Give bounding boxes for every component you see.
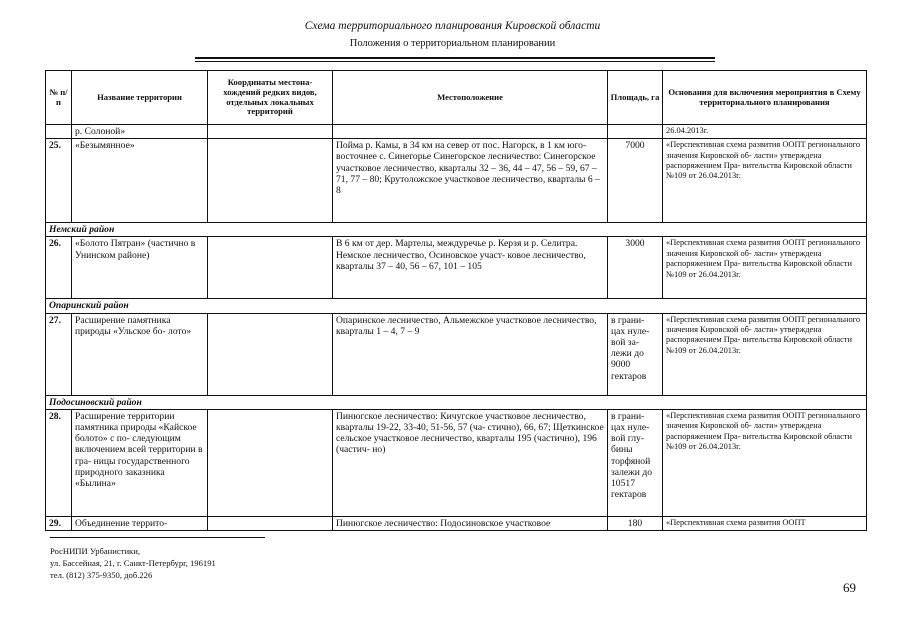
page-header-subtitle: Положения о территориальном планировании [349,38,556,49]
district-name: Подосиновский район [46,395,867,409]
row-number: 28. [46,409,72,516]
footer-block [50,545,216,581]
row-area: 7000 [608,139,663,223]
col-header-name: Название территории [72,71,208,125]
row-coordinates [208,313,333,395]
row-number: 29. [46,516,72,530]
row-area: в грани- цах нуле- вой за- лежи до 9000 гектаров [608,313,663,395]
footer-org: РосНИПИ Урбанистики, [50,546,140,556]
row-location [333,125,608,139]
row-basis: «Перспективная схема развития ООПТ регионального значения Кировской об- ласти» утверждена распоряжением Пра- вительства Кировской области №109 от 26.04.2013г. [663,409,867,516]
district-row [46,395,867,409]
footer-rule [50,537,265,538]
table-row [46,313,867,395]
row-area: 180 [608,516,663,530]
row-area: 3000 [608,237,663,299]
row-name: Расширение территории памятника природы «Кайское болото» с по- следующим включением всей территории в гра- ницы государственного природного заказника «Былина» [72,409,208,516]
row-number: 26. [46,237,72,299]
row-coordinates [208,409,333,516]
row-coordinates [208,516,333,530]
table-row [46,516,867,530]
row-name: «Болото Пятран» (частично в Унинском районе) [72,237,208,299]
row-name: р. Солоной» [72,125,208,139]
row-location: Пойма р. Камы, в 34 км на север от пос. Нагорск, в 1 км юго-восточнее с. Синегорье Синегорское лесничество: Синегорское участковое лесничество, кварталы 32 – 36, 44 – 47, 56 – 59, 67 – 71, 77 – 80; Крутоложское участковое лесничество, кварталы 6 – 8 [333,139,608,223]
page-number: 69 [843,580,856,595]
row-location: В 6 км от дер. Мартелы, междуречье р. Керзя и р. Селитра. Немское лесничество, Осиновское участ- ковое лесничество, кварталы 37 – 40, 56 – 67, 101 – 105 [333,237,608,299]
row-location: Опаринское лесничество, Альмежское участковое лесничество, кварталы 1 – 4, 7 – 9 [333,313,608,395]
row-number [46,125,72,139]
header-rule-thin [195,61,715,62]
footer-phone: тел. (812) 375-9350, доб.226 [50,570,153,580]
row-name: Расширение памятника природы «Ульское бо- лото» [72,313,208,395]
district-row [46,223,867,237]
col-header-coordinates: Координаты местона- хождений редких видов, отдельных локальных территорий [208,71,333,125]
territories-table [45,70,867,531]
district-name: Опаринский район [46,299,867,313]
row-number: 27. [46,313,72,395]
col-header-number: № п/п [46,71,72,125]
row-number: 25. [46,139,72,223]
row-coordinates [208,139,333,223]
col-header-area: Площадь, га [608,71,663,125]
page-header-title: Схема территориального планирования Кировской области [304,20,601,32]
row-area [608,125,663,139]
row-area: в грани- цах нуле- вой глу- бины торфяной залежи до 10517 гектаров [608,409,663,516]
table-row [46,125,867,139]
row-basis: «Перспективная схема развития ООПТ [663,516,867,530]
row-name: Объединение террито- [72,516,208,530]
col-header-basis: Основания для включения мероприятия в Схему территориального планирования [663,71,867,125]
col-header-location: Местоположение [333,71,608,125]
row-basis: «Перспективная схема развития ООПТ регионального значения Кировской об- ласти» утверждена распоряжением Пра- вительства Кировской области №109 от 26.04.2013г. [663,237,867,299]
district-name: Немский район [46,223,867,237]
district-row [46,299,867,313]
row-location: Пинюгское лесничество: Подосиновское участковое [333,516,608,530]
row-basis: «Перспективная схема развития ООПТ регионального значения Кировской об- ласти» утверждена распоряжением Пра- вительства Кировской области №109 от 26.04.2013г. [663,313,867,395]
row-basis: «Перспективная схема развития ООПТ регионального значения Кировской об- ласти» утверждена распоряжением Пра- вительства Кировской области №109 от 26.04.2013г. [663,139,867,223]
row-name: «Безымянное» [72,139,208,223]
table-row [46,237,867,299]
header-rule-thick [195,57,715,59]
row-basis: 26.04.2013г. [663,125,867,139]
table-row [46,139,867,223]
table-row [46,409,867,516]
row-coordinates [208,237,333,299]
row-location: Пинюгское лесничество: Кичугское участковое лесничество, кварталы 19-22, 33-40, 51-56, 57 (ча- стично), 66, 67; Щеткинское сельское участковое лесничество, кварталы 195 (частично), 196 (частич- но) [333,409,608,516]
footer-address: ул. Бассейная, 21, г. Санкт-Петербург, 196191 [50,558,216,568]
row-coordinates [208,125,333,139]
